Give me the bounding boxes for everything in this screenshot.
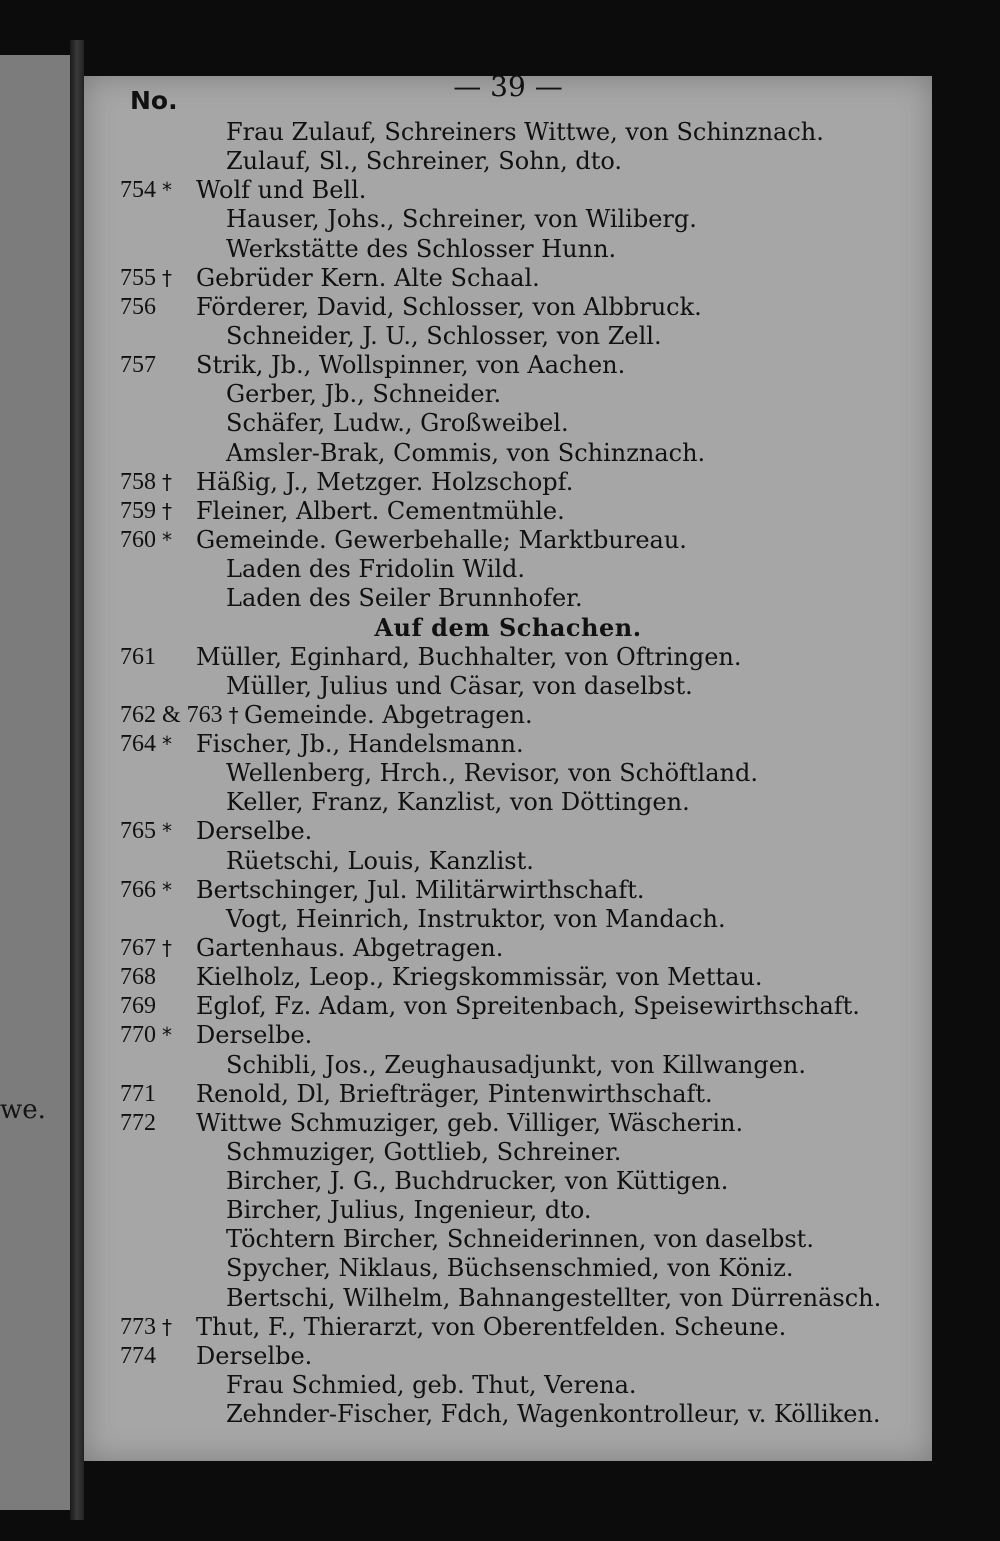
entry-line (84, 730, 932, 759)
house-number-value: 767 (120, 934, 156, 961)
house-number-value: 757 (120, 352, 156, 379)
entry-text: Vogt, Heinrich, Instruktor, von Mandach. (226, 904, 726, 933)
house-number-value: 762 & 763 (120, 701, 223, 728)
entry-line (84, 1371, 932, 1400)
entry-line (84, 176, 932, 205)
house-number (120, 817, 200, 846)
house-number (120, 992, 200, 1021)
entry-line (84, 1167, 932, 1196)
entry-line (84, 380, 932, 409)
entry-line (84, 1021, 932, 1050)
entry-text: Wolf und Bell. (196, 176, 367, 205)
entry-line (84, 905, 932, 934)
entry-line (84, 788, 932, 817)
entry-text: Müller, Eginhard, Buchhalter, von Oftringen. (196, 642, 742, 671)
entry-line (84, 992, 932, 1021)
entry-text: Strik, Jb., Wollspinner, von Aachen. (196, 351, 626, 380)
entry-text: Bertschinger, Jul. Militärwirthschaft. (196, 875, 645, 904)
entry-text: Gartenhaus. Abgetragen. (196, 933, 504, 962)
entry-line (84, 672, 932, 701)
house-number-value: 764 (120, 730, 156, 757)
column-label-no: No. (130, 86, 178, 115)
entry-text: Fleiner, Albert. Cementmühle. (196, 496, 565, 525)
house-number (120, 643, 200, 672)
address-entries (84, 118, 932, 1429)
entry-text: Frau Zulauf, Schreiners Wittwe, von Schinznach. (226, 118, 824, 146)
entry-text: Schmuziger, Gottlieb, Schreiner. (226, 1137, 622, 1166)
entry-line (84, 759, 932, 788)
house-number (120, 1021, 200, 1050)
dagger-mark: † (162, 498, 172, 523)
house-number (120, 176, 200, 205)
entry-text: Zulauf, Sl., Schreiner, Sohn, dto. (226, 147, 623, 176)
entry-line (84, 817, 932, 846)
entry-text: Keller, Franz, Kanzlist, von Döttingen. (226, 788, 690, 817)
entry-line (84, 322, 932, 351)
house-number (120, 264, 200, 293)
house-number-value: 760 (120, 526, 156, 553)
entry-line (84, 1342, 932, 1371)
entry-text: Häßig, J., Metzger. Holzschopf. (196, 467, 574, 496)
entry-line (84, 409, 932, 438)
entry-text: Spycher, Niklaus, Büchsenschmied, von Köniz. (226, 1254, 794, 1283)
entry-text: Amsler-Brak, Commis, von Schinznach. (226, 438, 706, 467)
entry-line (84, 1080, 932, 1109)
house-number (120, 293, 200, 322)
entry-line (84, 1313, 932, 1342)
dagger-mark: † (162, 469, 172, 494)
entry-text: Derselbe. (196, 1021, 313, 1050)
page-number: — 39 — (453, 70, 563, 103)
house-number-value: 756 (120, 293, 156, 320)
entry-text: Förderer, David, Schlosser, von Albbruck. (196, 292, 702, 321)
entry-text: Gemeinde. Gewerbehalle; Marktbureau. (196, 525, 687, 554)
entry-line (84, 1225, 932, 1254)
house-number-value: 769 (120, 993, 156, 1020)
asterisk-mark: * (162, 527, 172, 552)
house-number-value: 768 (120, 964, 156, 991)
entry-line (84, 584, 932, 613)
entry-line (84, 1138, 932, 1167)
entry-text: Derselbe. (196, 817, 313, 846)
entry-line (84, 118, 932, 147)
entry-text: Bircher, Julius, Ingenieur, dto. (226, 1196, 592, 1225)
section-heading: Auf dem Schachen. (374, 613, 642, 643)
entry-line (84, 205, 932, 234)
house-number-value: 758 (120, 468, 156, 495)
entry-line (84, 147, 932, 176)
house-number-value: 765 (120, 818, 156, 845)
entry-text: Derselbe. (196, 1341, 313, 1370)
house-number-value: 774 (120, 1342, 156, 1369)
entry-line (84, 847, 932, 876)
entry-text: Werkstätte des Schlosser Hunn. (226, 234, 617, 263)
entry-text: Bertschi, Wilhelm, Bahnangestellter, von Dürrenäsch. (226, 1283, 882, 1312)
entry-line (84, 934, 932, 963)
entry-text: Wellenberg, Hrch., Revisor, von Schöftland. (226, 759, 758, 788)
house-number (120, 1080, 200, 1109)
entry-line (84, 468, 932, 497)
house-number (120, 468, 200, 497)
entry-text: Schibli, Jos., Zeughausadjunkt, von Killwangen. (226, 1050, 806, 1079)
entry-line (84, 293, 932, 322)
entry-text: Gerber, Jb., Schneider. (226, 380, 502, 409)
house-number-value: 773 (120, 1313, 156, 1340)
asterisk-mark: * (162, 731, 172, 756)
house-number (120, 351, 200, 380)
entry-text: Zehnder-Fischer, Fdch, Wagenkontrolleur, v. Kölliken. (226, 1400, 881, 1429)
entry-text: Laden des Fridolin Wild. (226, 555, 526, 584)
dagger-mark: † (162, 1314, 172, 1339)
entry-text: Eglof, Fz. Adam, von Spreitenbach, Speisewirthschaft. (196, 992, 860, 1021)
entry-text: Fischer, Jb., Handelsmann. (196, 729, 524, 758)
entry-text: Schneider, J. U., Schlosser, von Zell. (226, 321, 662, 350)
dagger-mark: † (228, 702, 239, 727)
entry-line (84, 963, 932, 992)
entry-line (84, 1196, 932, 1225)
asterisk-mark: * (162, 1023, 172, 1048)
entry-line (84, 497, 932, 526)
house-number (120, 934, 200, 963)
left-page-edge (0, 55, 70, 1510)
entry-line (84, 1109, 932, 1138)
entry-line (84, 643, 932, 672)
house-number (120, 1109, 200, 1138)
house-number (120, 963, 200, 992)
entry-text: Frau Schmied, geb. Thut, Verena. (226, 1371, 637, 1400)
book-gutter (70, 40, 84, 1520)
entry-text: Wittwe Schmuziger, geb. Villiger, Wäscherin. (196, 1108, 744, 1137)
entry-text: Hauser, Johs., Schreiner, von Wiliberg. (226, 205, 697, 234)
entry-line (84, 526, 932, 555)
entry-line (84, 264, 932, 293)
entry-line (84, 701, 932, 730)
left-page-text-fragment: we. (0, 1095, 46, 1125)
house-number-value: 759 (120, 497, 156, 524)
entry-line (84, 439, 932, 468)
entry-line (84, 235, 932, 264)
house-number-value: 772 (120, 1109, 156, 1136)
house-number (120, 730, 200, 759)
house-number-value: 771 (120, 1080, 156, 1107)
house-number-value: 766 (120, 876, 156, 903)
book-page (84, 70, 932, 1461)
entry-text: Müller, Julius und Cäsar, von daselbst. (226, 671, 693, 700)
entry-line (84, 1254, 932, 1283)
entry-text: Laden des Seiler Brunnhofer. (226, 584, 583, 613)
dagger-mark: † (162, 935, 172, 960)
entry-text: Töchtern Bircher, Schneiderinnen, von daselbst. (226, 1225, 814, 1254)
house-number-value: 761 (120, 643, 156, 670)
entry-line (84, 1284, 932, 1313)
house-number (120, 497, 200, 526)
house-number (120, 1313, 200, 1342)
asterisk-mark: * (162, 178, 172, 203)
house-number (120, 526, 200, 555)
entry-line (84, 876, 932, 905)
house-number-value: 754 (120, 177, 156, 204)
house-number (120, 1342, 200, 1371)
house-number (120, 876, 200, 905)
entry-text: Bircher, J. G., Buchdrucker, von Küttigen. (226, 1167, 729, 1196)
entry-text: Thut, F., Thierarzt, von Oberentfelden. Scheune. (196, 1312, 787, 1341)
entry-line (84, 555, 932, 584)
entry-text: Rüetschi, Louis, Kanzlist. (226, 846, 534, 875)
entry-text: Kielholz, Leop., Kriegskommissär, von Mettau. (196, 963, 763, 992)
dagger-mark: † (162, 265, 172, 290)
entry-text: Schäfer, Ludw., Großweibel. (226, 409, 569, 438)
entry-text: Gebrüder Kern. Alte Schaal. (196, 263, 540, 292)
asterisk-mark: * (162, 877, 172, 902)
entry-line (84, 351, 932, 380)
entry-line (84, 1051, 932, 1080)
house-number-value: 770 (120, 1022, 156, 1049)
asterisk-mark: * (162, 819, 172, 844)
house-number (120, 701, 240, 730)
house-number-value: 755 (120, 264, 156, 291)
entry-line (84, 1400, 932, 1429)
entry-text: Renold, Dl, Briefträger, Pintenwirthschaft. (196, 1079, 713, 1108)
entry-text: Gemeinde. Abgetragen. (244, 700, 533, 729)
